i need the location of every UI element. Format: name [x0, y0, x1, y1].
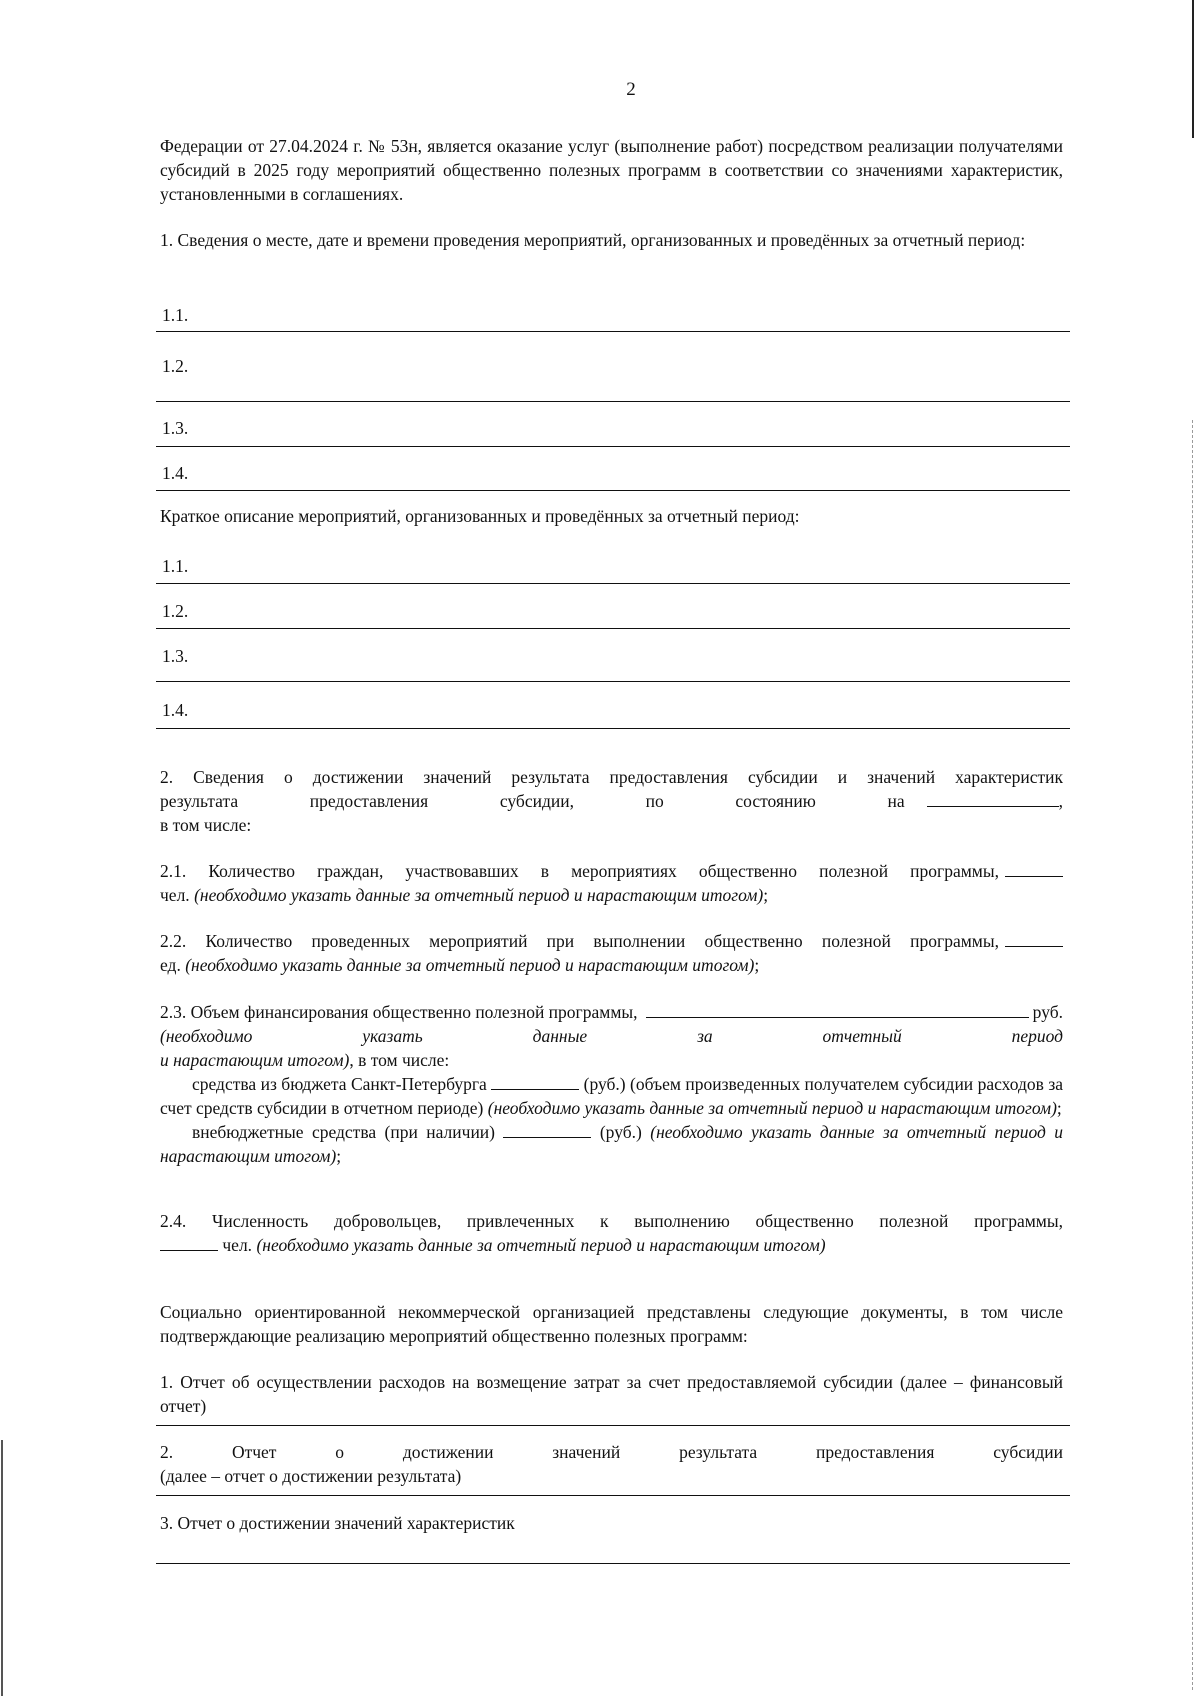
document-3-characteristics-report: 3. Отчет о достижении значений характеристик	[160, 1513, 515, 1533]
status-date-blank	[927, 790, 1059, 807]
extra-budget-blank	[503, 1121, 591, 1138]
section2-1-note: (необходимо указать данные за отчетный период и нарастающим итогом)	[194, 885, 764, 905]
description-item-4-label: 1.4.	[162, 700, 189, 720]
description-item-3-label: 1.3.	[162, 646, 189, 666]
section1-item-1-line	[156, 331, 1070, 332]
section2-heading-line1: 2. Сведения о достижении значений результата предоставления субсидии и значений характеристик	[160, 767, 1063, 787]
section1-item-4-label: 1.4.	[162, 463, 189, 483]
section1-item-2-line	[156, 401, 1070, 402]
budget-funds-unit-text: (руб.) (объем произведенных получателем субсидии расходов за счет средств субсидии в отчетном периоде)	[160, 1074, 1063, 1118]
extra-budget-note: (необходимо указать данные за отчетный период и нарастающим итогом)	[160, 1122, 1064, 1166]
section2-heading-line3: в том числе:	[160, 815, 252, 835]
section2-heading-line2: результата предоставления субсидии, по состоянию на	[160, 791, 905, 811]
volunteers-count-blank	[160, 1234, 218, 1251]
document-2-line	[156, 1495, 1070, 1496]
section1-item-2-label: 1.2.	[162, 356, 189, 376]
section2-3-note-line1: (необходимо указать данные за отчетный период	[160, 1026, 1063, 1046]
section2-1-unit: чел.	[160, 885, 190, 905]
section2-1-text: 2.1. Количество граждан, участвовавших в мероприятиях общественно полезной программы,	[160, 861, 999, 881]
description-item-3-line	[156, 681, 1070, 682]
description-item-4-line	[156, 728, 1070, 729]
description-item-2-label: 1.2.	[162, 601, 189, 621]
description-heading: Краткое описание мероприятий, организованных и проведённых за отчетный период:	[160, 506, 800, 526]
scan-edge-right-dotted	[1192, 420, 1193, 1690]
scan-edge-left-bottom	[1, 1440, 3, 1696]
budget-funds-note: (необходимо указать данные за отчетный период и нарастающим итогом)	[487, 1098, 1057, 1118]
section1-item-3-label: 1.3.	[162, 418, 189, 438]
description-item-1-label: 1.1.	[162, 556, 189, 576]
document-3-line	[156, 1563, 1070, 1564]
document-2-result-report: 2. Отчет о достижении значений результата предоставления субсидии (далее – отчет о достижении результата)	[160, 1442, 1063, 1486]
section2-2: 2.2. Количество проведенных мероприятий при выполнении общественно полезной программы, ед. (необходимо указать данные за отчетный период и нарастающим итогом);	[160, 929, 1063, 977]
section2-heading: 2. Сведения о достижении значений результата предоставления субсидии и значений характеристик результата предоставления субсидии, по состоянию на , в том числе:	[160, 767, 1063, 835]
section2-1: 2.1. Количество граждан, участвовавших в мероприятиях общественно полезной программы, чел. (необходимо указать данные за отчетный период и нарастающим итогом);	[160, 859, 1063, 907]
section2-2-unit: ед.	[160, 955, 181, 975]
section2-4-text: 2.4. Численность добровольцев, привлеченных к выполнению общественно полезной программы,	[160, 1211, 1063, 1231]
section2-4-note: (необходимо указать данные за отчетный период и нарастающим итогом)	[256, 1235, 826, 1255]
section2-2-note: (необходимо указать данные за отчетный период и нарастающим итогом)	[185, 955, 755, 975]
budget-funds-blank	[491, 1073, 579, 1090]
page-number: 2	[626, 79, 636, 100]
scan-edge-right-top	[1192, 0, 1194, 138]
description-item-2-line	[156, 628, 1070, 629]
section1-item-3-line	[156, 446, 1070, 447]
document-1-financial-report: 1. Отчет об осуществлении расходов на возмещение затрат за счет предоставляемой субсидии (далее – финансовый отчет)	[160, 1372, 1063, 1416]
events-count-blank	[1005, 930, 1063, 947]
funding-amount-blank	[646, 1001, 1029, 1018]
section1-item-4-line	[156, 490, 1070, 491]
section2-4	[160, 1209, 1063, 1257]
intro-paragraph: Федерации от 27.04.2024 г. № 53н, является оказание услуг (выполнение работ) посредством реализации получателями субсидий в 2025 году мероприятий общественно полезных программ в соответствии со значениями характеристик, установленными в соглашениях.	[160, 136, 1063, 204]
document-1-line	[156, 1425, 1070, 1426]
extra-budget-unit: (руб.)	[599, 1122, 642, 1142]
budget-funds-text: средства из бюджета Санкт-Петербурга	[192, 1074, 487, 1094]
participants-count-blank	[1005, 860, 1063, 877]
section2-3-unit: руб.	[1032, 1002, 1063, 1022]
description-item-1-line	[156, 583, 1070, 584]
section2-2-text: 2.2. Количество проведенных мероприятий при выполнении общественно полезной программы,	[160, 931, 999, 951]
section2-3-note-line2: и нарастающим итогом)	[160, 1050, 350, 1070]
section2-3: 2.3. Объем финансирования общественно полезной программы, руб. (необходимо указать данные за отчетный период и нарастающим итогом), в том числе: средства из бюджета Санкт-Петербурга (руб.) (объем произведенных получателем субсидии расходов за счет средств субсидии в отчетном периоде) (необходимо указать данные за отчетный период и нарастающим итогом); внебюджетные средства (при наличии) (руб.) (необходимо указать данные за отчетный период и нарастающим итогом);	[160, 1002, 1064, 1166]
documents-intro: Социально ориентированной некоммерческой организацией представлены следующие документы, в том числе подтверждающие реализацию мероприятий общественно полезных программ:	[160, 1302, 1063, 1346]
section2-4-unit: чел.	[222, 1235, 253, 1255]
extra-budget-text: внебюджетные средства (при наличии)	[192, 1122, 496, 1142]
section1-heading: 1. Сведения о месте, дате и времени проведения мероприятий, организованных и проведённых за отчетный период:	[160, 230, 1026, 250]
section1-item-1-label: 1.1.	[162, 305, 189, 325]
section2-3-text: 2.3. Объем финансирования общественно полезной программы,	[160, 1002, 638, 1022]
